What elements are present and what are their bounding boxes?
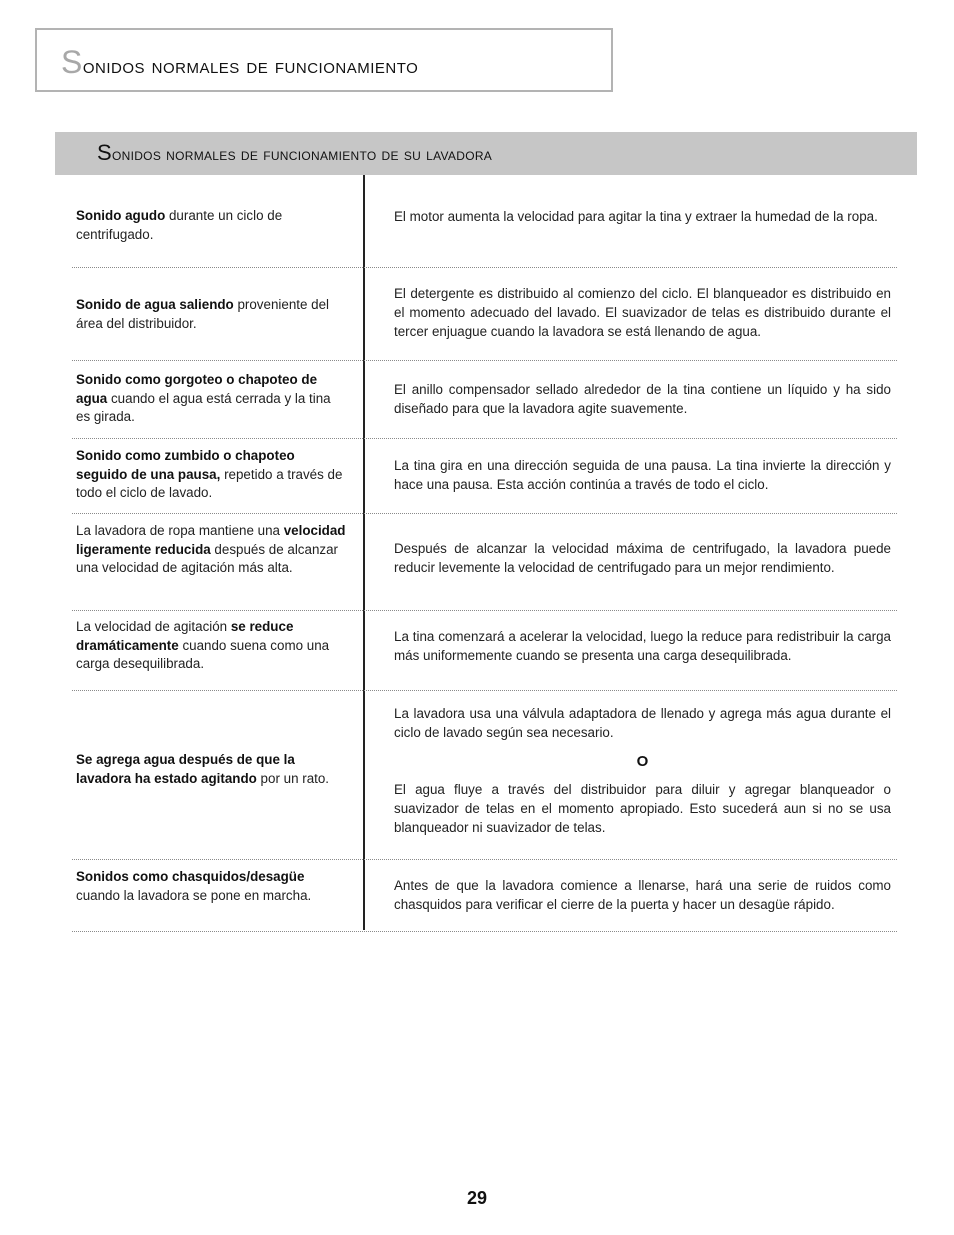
sound-explanation	[394, 876, 891, 914]
sound-explanation	[394, 284, 891, 341]
sound-description	[76, 868, 348, 905]
section-title-rest: onidos normales de funcionamiento de su lavadora	[111, 145, 493, 164]
sound-name: Sonidos como chasquidos/desagüe	[76, 869, 305, 884]
table-row	[72, 175, 897, 268]
sound-description	[76, 371, 348, 427]
sound-description	[76, 296, 348, 333]
table-row	[72, 860, 897, 932]
table-row	[72, 361, 897, 439]
table-row	[72, 439, 897, 514]
or-separator: O	[636, 753, 649, 770]
sound-detail: cuando el agua está cerrada y la tina es girada.	[76, 390, 331, 424]
table-row	[72, 691, 897, 860]
explanation-text: El detergente es distribuido al comienzo del ciclo. El blanqueador es distribuido en el momento adecuado del lavado. El suavizador de telas es distribuido durante el tercer enjuague cuando la lavadora se está llenando de agua.	[394, 286, 891, 339]
sound-name: se reduce dramáticamente	[76, 619, 294, 653]
sound-detail: durante un ciclo de centrifugado.	[76, 208, 283, 242]
sound-detail: La velocidad de agitación	[76, 619, 231, 634]
sound-description	[76, 207, 348, 244]
section-header-bar	[55, 132, 917, 175]
table-row	[72, 611, 897, 691]
explanation-text: El motor aumenta la velocidad para agitar la tina y extraer la humedad de la ropa.	[394, 209, 878, 224]
sound-name: velocidad ligeramente reducida	[76, 523, 346, 557]
sound-name: Sonido como zumbido o chapoteo seguido de una pausa,	[76, 448, 295, 482]
sound-detail: La lavadora de ropa mantiene una	[76, 523, 284, 538]
explanation-text: El anillo compensador sellado alrededor de la tina contiene un líquido y ha sido diseñado para que la lavadora agite suavemente.	[394, 382, 891, 416]
explanation-text: La tina gira en una dirección seguida de una pausa. La tina invierte la dirección y hace una pausa. Esta acción continúa a través de todo el ciclo.	[394, 458, 891, 492]
sound-explanation	[394, 456, 891, 494]
sound-detail: repetido a través de todo el ciclo de lavado.	[76, 466, 343, 500]
sound-name: Se agrega agua después de que la lavadora ha estado agitando	[76, 752, 295, 786]
page-title-rest: onidos normales de funcionamiento	[82, 53, 419, 78]
sound-detail: cuando la lavadora se pone en marcha.	[76, 887, 312, 903]
sound-explanation	[394, 627, 891, 665]
explanation-text: La tina comenzará a acelerar la velocidad, luego la reduce para redistribuir la carga más uniformemente cuando se presenta una carga desequilibrada.	[394, 629, 891, 663]
sound-explanation	[394, 704, 891, 837]
sound-description	[76, 751, 348, 788]
page-title-box	[35, 28, 613, 92]
explanation-text: La lavadora usa una válvula adaptadora de llenado y agrega más agua durante el ciclo de lavado según sea necesario.	[394, 706, 891, 740]
sound-detail: después de alcanzar una velocidad de agitación más alta.	[76, 541, 338, 575]
sound-name: Sonido agudo	[76, 208, 166, 223]
explanation-text: El agua fluye a través del distribuidor para diluir y agregar blanqueador o suavizador de telas en el momento apropiado. Esto sucederá aun si no se usa blanqueador ni suavizador de telas.	[394, 782, 891, 835]
sound-explanation	[394, 380, 891, 418]
table-row	[72, 268, 897, 361]
explanation-text: Después de alcanzar la velocidad máxima de centrifugado, la lavadora puede reducir levemente la velocidad de centrifugado para un mejor rendimiento.	[394, 541, 891, 575]
sound-explanation	[394, 539, 891, 577]
sound-name: Sonido de agua saliendo	[76, 297, 234, 312]
page-title	[61, 44, 418, 81]
sound-description	[76, 618, 348, 674]
page-number: 29	[466, 1188, 488, 1208]
page-title-initial: S	[61, 44, 83, 80]
sound-description	[76, 447, 348, 503]
section-title-initial: S	[97, 140, 112, 165]
sound-description	[76, 522, 348, 578]
sound-detail: proveniente del área del distribuidor.	[76, 297, 330, 331]
sound-detail: por un rato.	[256, 770, 330, 786]
section-title	[97, 140, 492, 166]
sound-explanation	[394, 207, 891, 226]
explanation-text: Antes de que la lavadora comience a llenarse, hará una serie de ruidos como chasquidos para verificar el cierre de la puerta y hacer un desagüe rápido.	[394, 878, 891, 912]
sound-name: Sonido como gorgoteo o chapoteo de agua	[76, 372, 318, 406]
table-row	[72, 514, 897, 611]
sound-detail: cuando suena como una carga desequilibrada.	[76, 637, 330, 671]
